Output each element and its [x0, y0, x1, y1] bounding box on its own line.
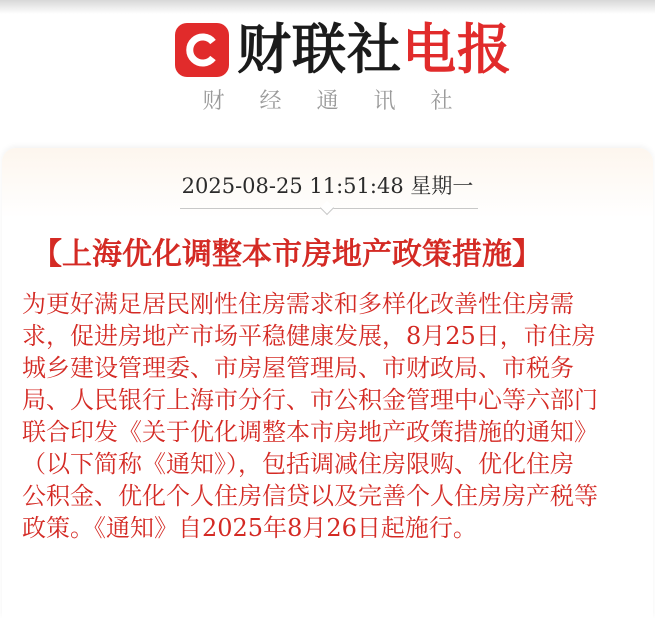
- news-body: [22, 288, 642, 544]
- body-line: 局、人民银行上海市分行、市公积金管理中心等六部门: [22, 386, 598, 414]
- brand-name-accent: 电报: [402, 18, 512, 81]
- brand-subtitle: 财经通讯社: [202, 89, 488, 114]
- body-line: 政策。《通知》自2025年8月26日起施行。: [22, 514, 477, 542]
- brand-name-primary: 财联社: [237, 18, 402, 81]
- body-line: 城乡建设管理委、市房屋管理局、市财政局、市税务: [22, 354, 574, 382]
- top-shadow: [0, 0, 655, 14]
- brand-logo: [175, 18, 512, 82]
- news-timestamp: 2025-08-25 11:51:48 星期一: [181, 174, 474, 198]
- body-line: 为更好满足居民刚性住房需求和多样化改善性住房需: [22, 290, 574, 318]
- brand-name: [237, 18, 512, 82]
- body-line: （以下简称《通知》），包括调减住房限购、优化住房: [22, 450, 574, 478]
- body-line: 联合印发《关于优化调整本市房地产政策措施的通知》: [22, 418, 598, 446]
- cls-logo-icon: [175, 23, 229, 77]
- body-line: 公积金、优化个人住房信贷以及完善个人住房房产税等: [22, 482, 598, 510]
- header-band: [0, 0, 655, 148]
- news-headline: 【上海优化调整本市房地产政策措施】: [32, 237, 542, 272]
- body-line: 求，促进房地产市场平稳健康发展，8月25日，市住房: [22, 322, 596, 350]
